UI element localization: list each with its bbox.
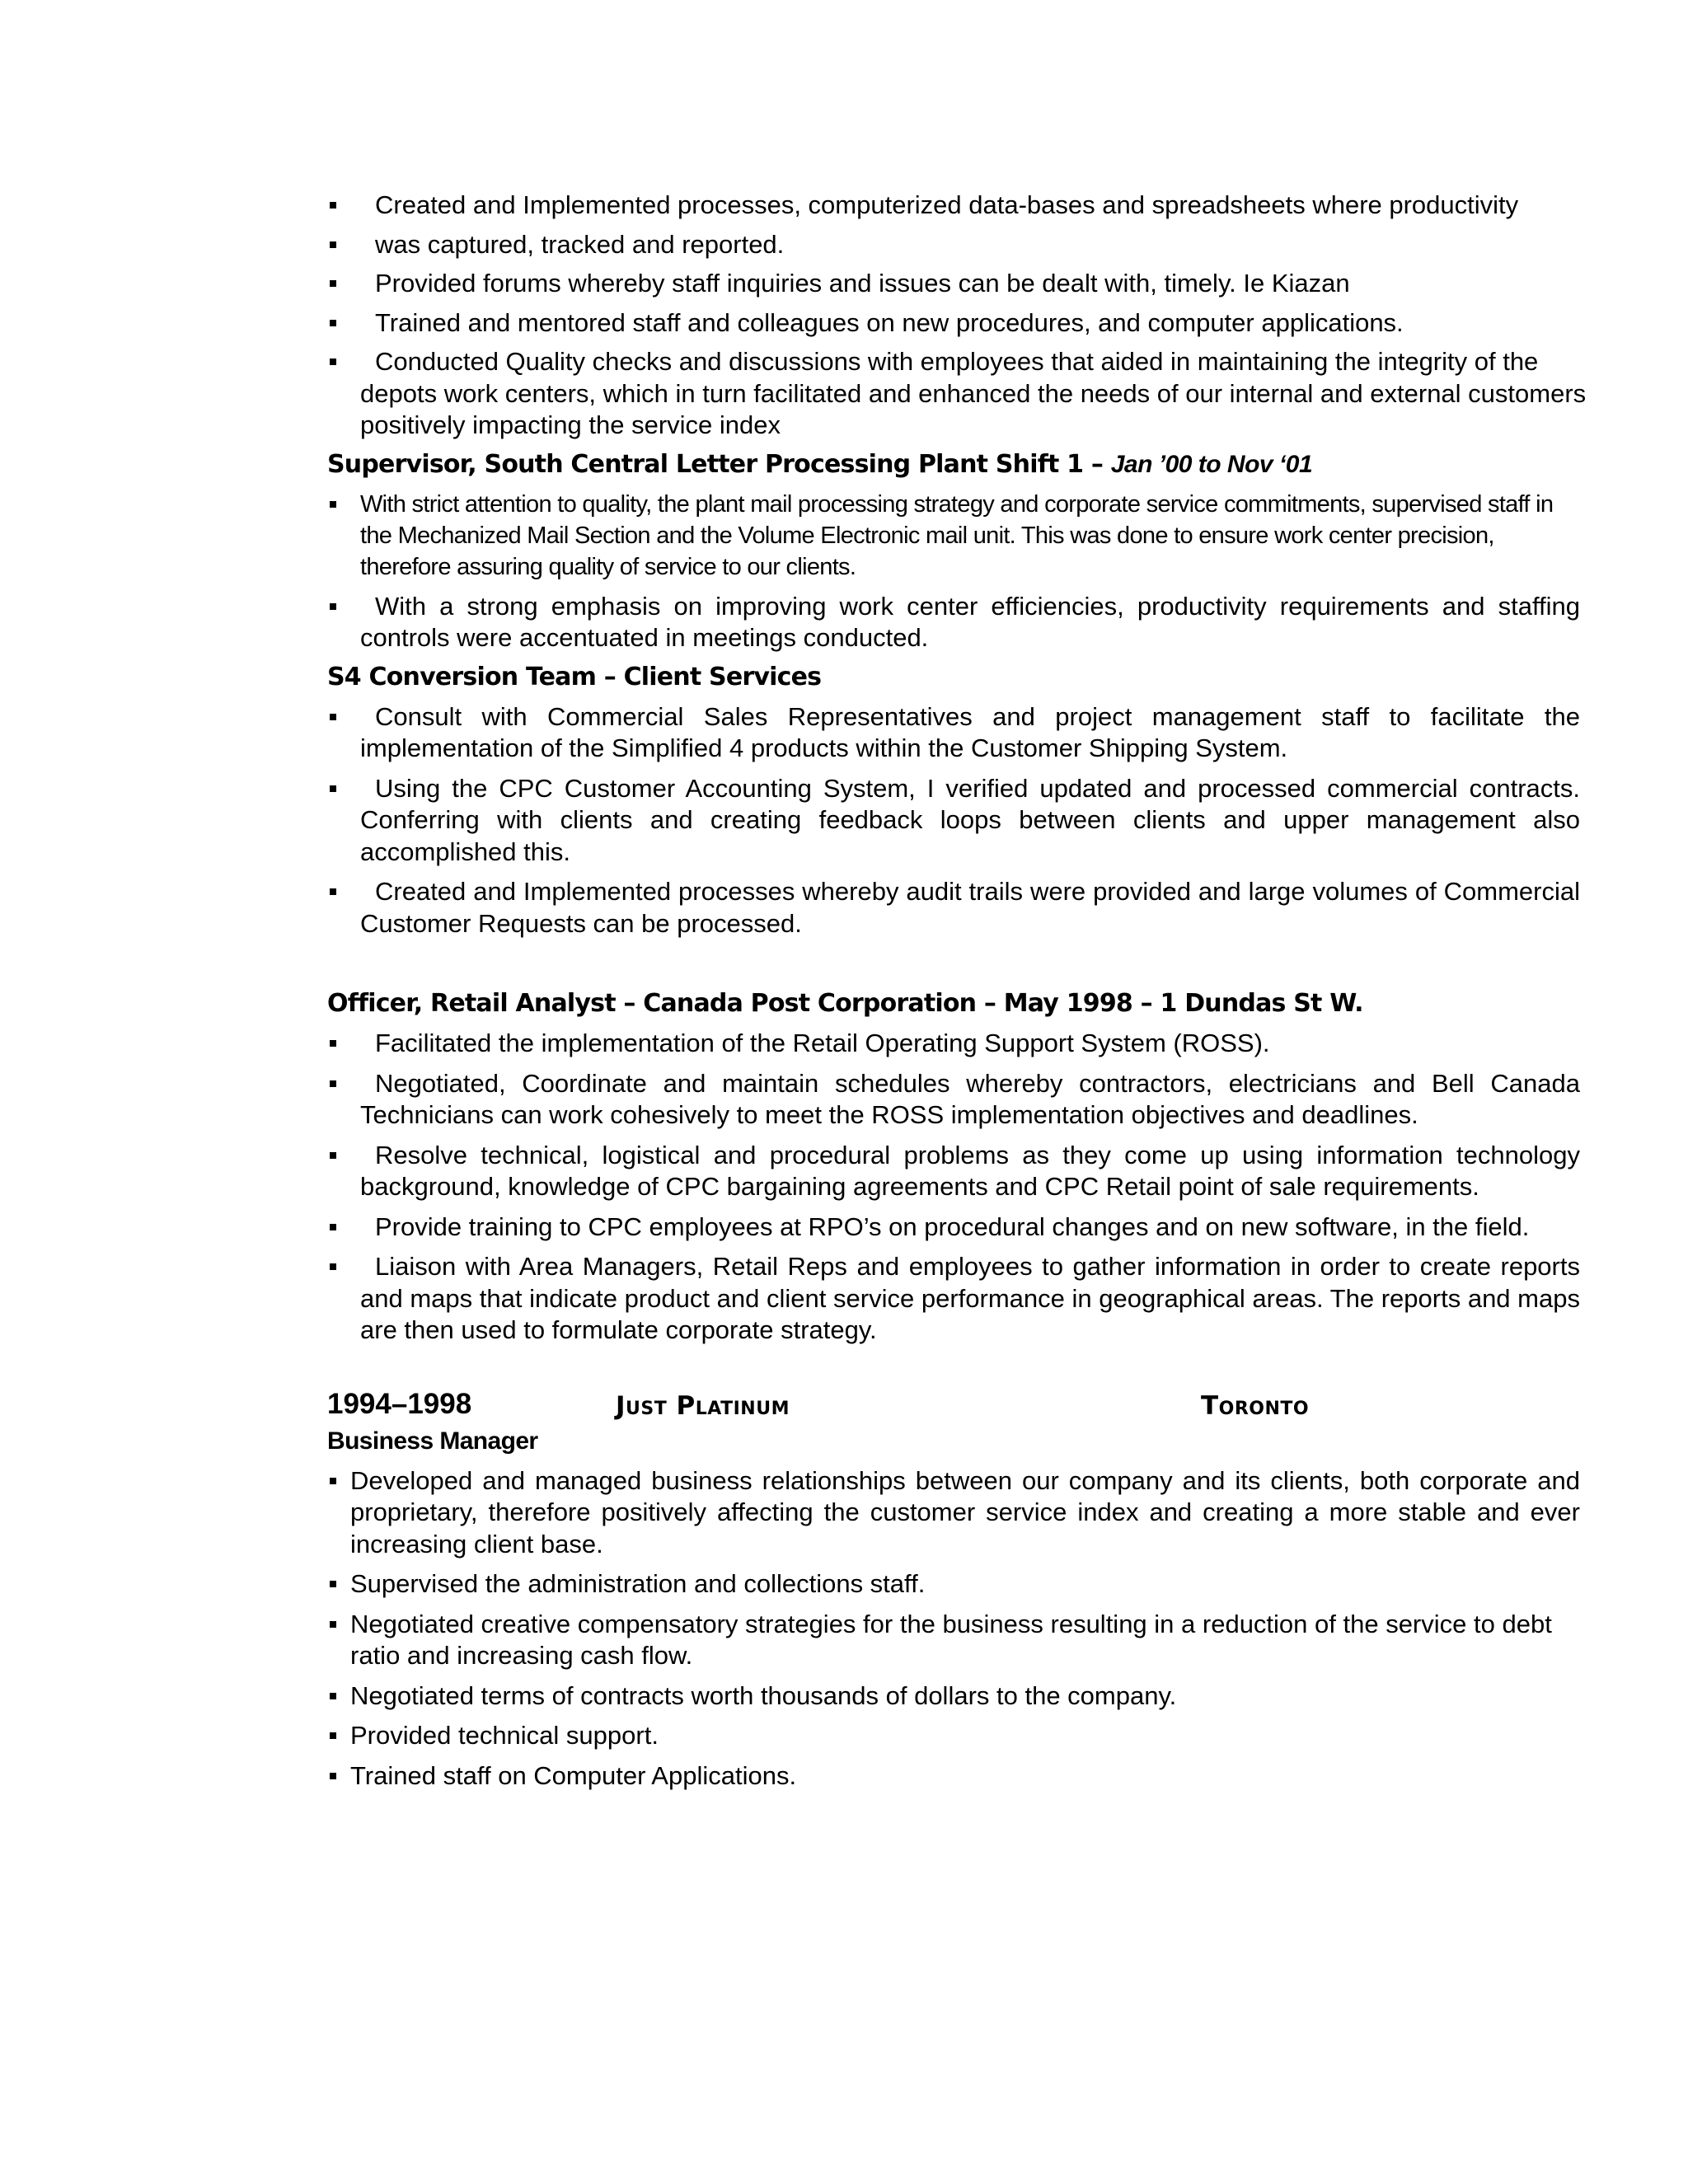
officer-heading: Officer, Retail Analyst – Canada Post Corporation – May 1998 – 1 Dundas St W. <box>327 989 1363 1018</box>
job-years: 1994–1998 <box>327 1387 472 1420</box>
list-item: Facilitated the implementation of the Retail Operating Support System (ROSS). <box>327 1028 1580 1060</box>
section-spacer <box>327 1355 1580 1388</box>
list-item: Liaison with Area Managers, Retail Reps and employees to gather information in order to create reports and maps that indicate product and client service performance in geographical areas. The reports and maps are then used to formulate corporate strategy. <box>327 1251 1580 1347</box>
list-item: Provided technical support. <box>327 1720 1580 1752</box>
platinum-bullet-list <box>327 1465 1580 1793</box>
intro-bullet-list <box>327 190 1587 442</box>
list-item: Negotiated terms of contracts worth thousands of dollars to the company. <box>327 1680 1580 1713</box>
supervisor-title: Supervisor, South Central Letter Processing Plant Shift 1 – <box>327 449 1104 479</box>
list-item: Conducted Quality checks and discussions with employees that aided in maintaining the integrity of the depots work centers, which in turn facilitated and enhanced the needs of our internal and external customers positively impacting the service index <box>327 346 1605 442</box>
supervisor-bullet-list <box>327 489 1580 654</box>
list-item: Trained staff on Computer Applications. <box>327 1760 1580 1793</box>
job-role: Business Manager <box>327 1427 538 1455</box>
section-spacer <box>327 948 1580 986</box>
supervisor-heading <box>327 450 1580 479</box>
job-header-row <box>327 1388 1580 1424</box>
list-item: Negotiated creative compensatory strategies for the business resulting in a reduction of the service to debt ratio and increasing cash flow. <box>327 1609 1580 1672</box>
list-item: Trained and mentored staff and colleagues on new procedures, and computer applications. <box>327 307 1580 340</box>
list-item: Using the CPC Customer Accounting System, I verified updated and processed commercial contracts. Conferring with clients and creating feedback loops between clients and upper management also accomplished this. <box>327 773 1580 869</box>
list-item: With a strong emphasis on improving work center efficiencies, productivity requirements and staffing controls were accentuated in meetings conducted. <box>327 591 1580 654</box>
list-item: was captured, tracked and reported. <box>327 229 1580 261</box>
s4-heading: S4 Conversion Team – Client Services <box>327 662 822 691</box>
list-item: Supervised the administration and collections staff. <box>327 1568 1580 1601</box>
officer-bullet-list <box>327 1028 1580 1347</box>
resume-content <box>327 190 1587 1800</box>
list-item: Provide training to CPC employees at RPO’s on procedural changes and on new software, in the field. <box>327 1212 1580 1244</box>
list-item: With strict attention to quality, the plant mail processing strategy and corporate service commitments, supervised staff in the Mechanized Mail Section and the Volume Electronic mail unit. This was done to ensure work center precision, therefore assuring quality of service to our clients. <box>327 489 1580 583</box>
list-item: Created and Implemented processes, computerized data-bases and spreadsheets where productivity <box>327 190 1580 222</box>
list-item: Created and Implemented processes whereby audit trails were provided and large volumes of Commercial Customer Requests can be processed. <box>327 876 1580 940</box>
list-item: Consult with Commercial Sales Representatives and project management staff to facilitate the implementation of the Simplified 4 products within the Customer Shipping System. <box>327 701 1580 765</box>
supervisor-dates: Jan ’00 to Nov ‘01 <box>1110 450 1313 478</box>
list-item: Provided forums whereby staff inquiries and issues can be dealt with, timely. Ie Kiazan <box>327 268 1580 300</box>
list-item: Resolve technical, logistical and procedural problems as they come up using information technology background, knowledge of CPC bargaining agreements and CPC Retail point of sale requirements. <box>327 1140 1580 1203</box>
company-name: Just Platinum <box>616 1390 790 1421</box>
s4-bullet-list <box>327 701 1580 940</box>
list-item: Developed and managed business relationships between our company and its clients, both corporate and proprietary, therefore positively affecting the customer service index and creating a more stable and ever increasing client base. <box>327 1465 1580 1561</box>
list-item: Negotiated, Coordinate and maintain schedules whereby contractors, electricians and Bell Canada Technicians can work cohesively to meet the ROSS implementation objectives and deadlines. <box>327 1068 1580 1132</box>
job-city: Toronto <box>1201 1390 1310 1421</box>
